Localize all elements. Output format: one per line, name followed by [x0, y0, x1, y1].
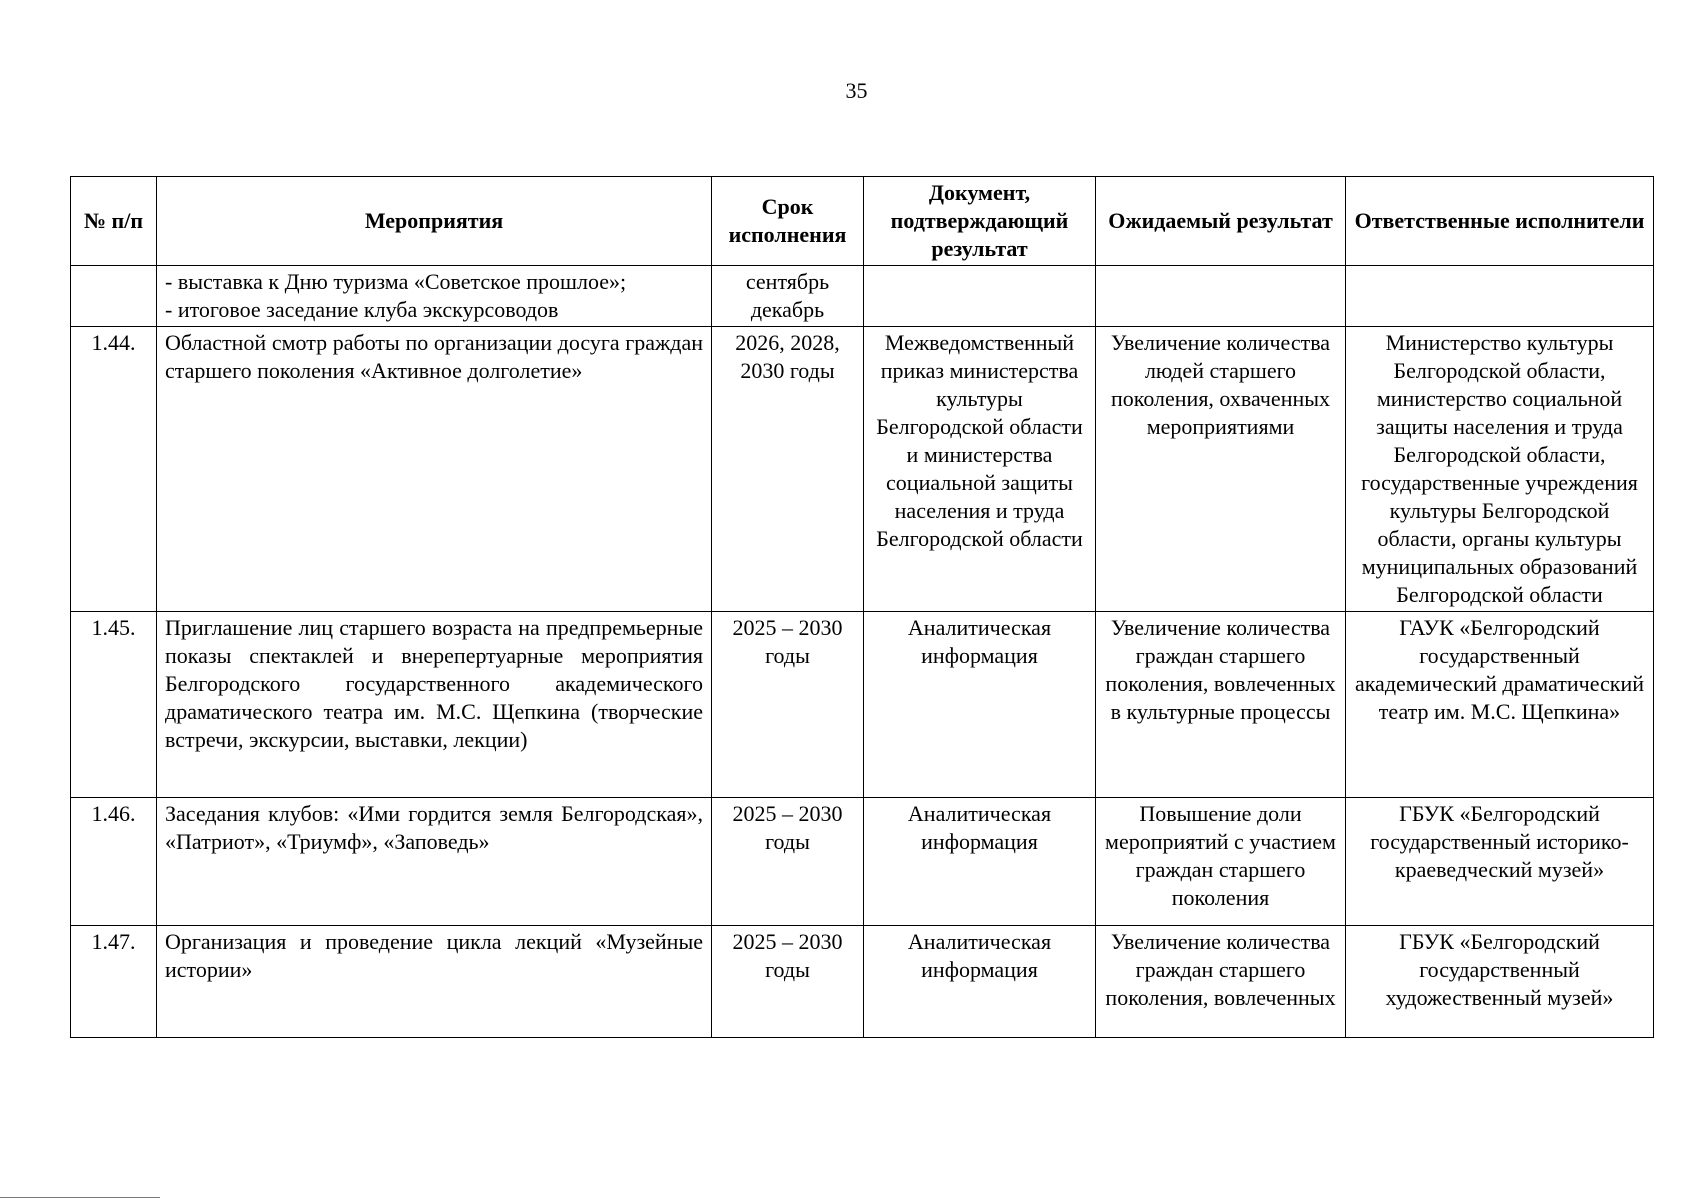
header-result: Ожидаемый результат [1096, 177, 1346, 266]
continuation-term-line: декабрь [750, 297, 825, 322]
cell-result: Повышение доли мероприятий с участием граждан старшего поколения [1096, 798, 1346, 926]
cell-term: 2025 – 2030 годы [712, 926, 864, 1038]
cell-num: 1.47. [71, 926, 157, 1038]
cell-result [1096, 266, 1346, 327]
cell-num: 1.45. [71, 612, 157, 798]
events-table [70, 176, 1654, 1038]
cell-event: Заседания клубов: «Ими гордится земля Белгородская», «Патриот», «Триумф», «Заповедь» [157, 798, 712, 926]
footer-rule [0, 1197, 160, 1198]
cell-term: 2026, 2028, 2030 годы [712, 327, 864, 612]
cell-doc: Межведомственный приказ министерства культуры Белгородской области и министерства социальной защиты населения и труда Белгородской области [864, 327, 1096, 612]
cell-result: Увеличение количества граждан старшего поколения, вовлеченных [1096, 926, 1346, 1038]
header-doc: Документ, подтверждающий результат [864, 177, 1096, 266]
header-resp: Ответственные исполнители [1346, 177, 1654, 266]
continuation-event-line: - итоговое заседание клуба экскурсоводов [165, 297, 559, 322]
cell-event [157, 266, 712, 327]
header-term: Срок исполнения [712, 177, 864, 266]
cell-result: Увеличение количества граждан старшего поколения, вовлеченных в культурные процессы [1096, 612, 1346, 798]
cell-resp: ГБУК «Белгородский государственный историко-краеведческий музей» [1346, 798, 1654, 926]
cell-num [71, 266, 157, 327]
table-row [71, 926, 1654, 1038]
cell-doc: Аналитическая информация [864, 798, 1096, 926]
continuation-term-line: сентябрь [745, 269, 830, 294]
table-row [71, 798, 1654, 926]
table-row [71, 327, 1654, 612]
table-row-continuation [71, 266, 1654, 327]
continuation-event-line: - выставка к Дню туризма «Советское прошлое»; [165, 269, 627, 294]
table-header-row [71, 177, 1654, 266]
cell-event: Организация и проведение цикла лекций «Музейные истории» [157, 926, 712, 1038]
cell-num: 1.44. [71, 327, 157, 612]
cell-term [712, 266, 864, 327]
cell-result: Увеличение количества людей старшего поколения, охваченных мероприятиями [1096, 327, 1346, 612]
cell-doc: Аналитическая информация [864, 612, 1096, 798]
cell-resp: ГБУК «Белгородский государственный художественный музей» [1346, 926, 1654, 1038]
page-number: 35 [845, 78, 868, 103]
cell-doc: Аналитическая информация [864, 926, 1096, 1038]
cell-resp [1346, 266, 1654, 327]
cell-resp: Министерство культуры Белгородской области, министерство социальной защиты населения и труда Белгородской области, государственные учреждения культуры Белгородской области, органы культуры муниципальных образований Белгородской области [1346, 327, 1654, 612]
cell-doc [864, 266, 1096, 327]
cell-term: 2025 – 2030 годы [712, 612, 864, 798]
cell-event: Областной смотр работы по организации досуга граждан старшего поколения «Активное долголетие» [157, 327, 712, 612]
header-event: Мероприятия [157, 177, 712, 266]
table-row [71, 612, 1654, 798]
cell-num: 1.46. [71, 798, 157, 926]
header-num: № п/п [71, 177, 157, 266]
cell-event: Приглашение лиц старшего возраста на предпремьерные показы спектаклей и внерепертуарные мероприятия Белгородского государственного академического драматического театра им. М.С. Щепкина (творческие встречи, экскурсии, выставки, лекции) [157, 612, 712, 798]
cell-term: 2025 – 2030 годы [712, 798, 864, 926]
cell-resp: ГАУК «Белгородский государственный академический драматический театр им. М.С. Щепкина» [1346, 612, 1654, 798]
